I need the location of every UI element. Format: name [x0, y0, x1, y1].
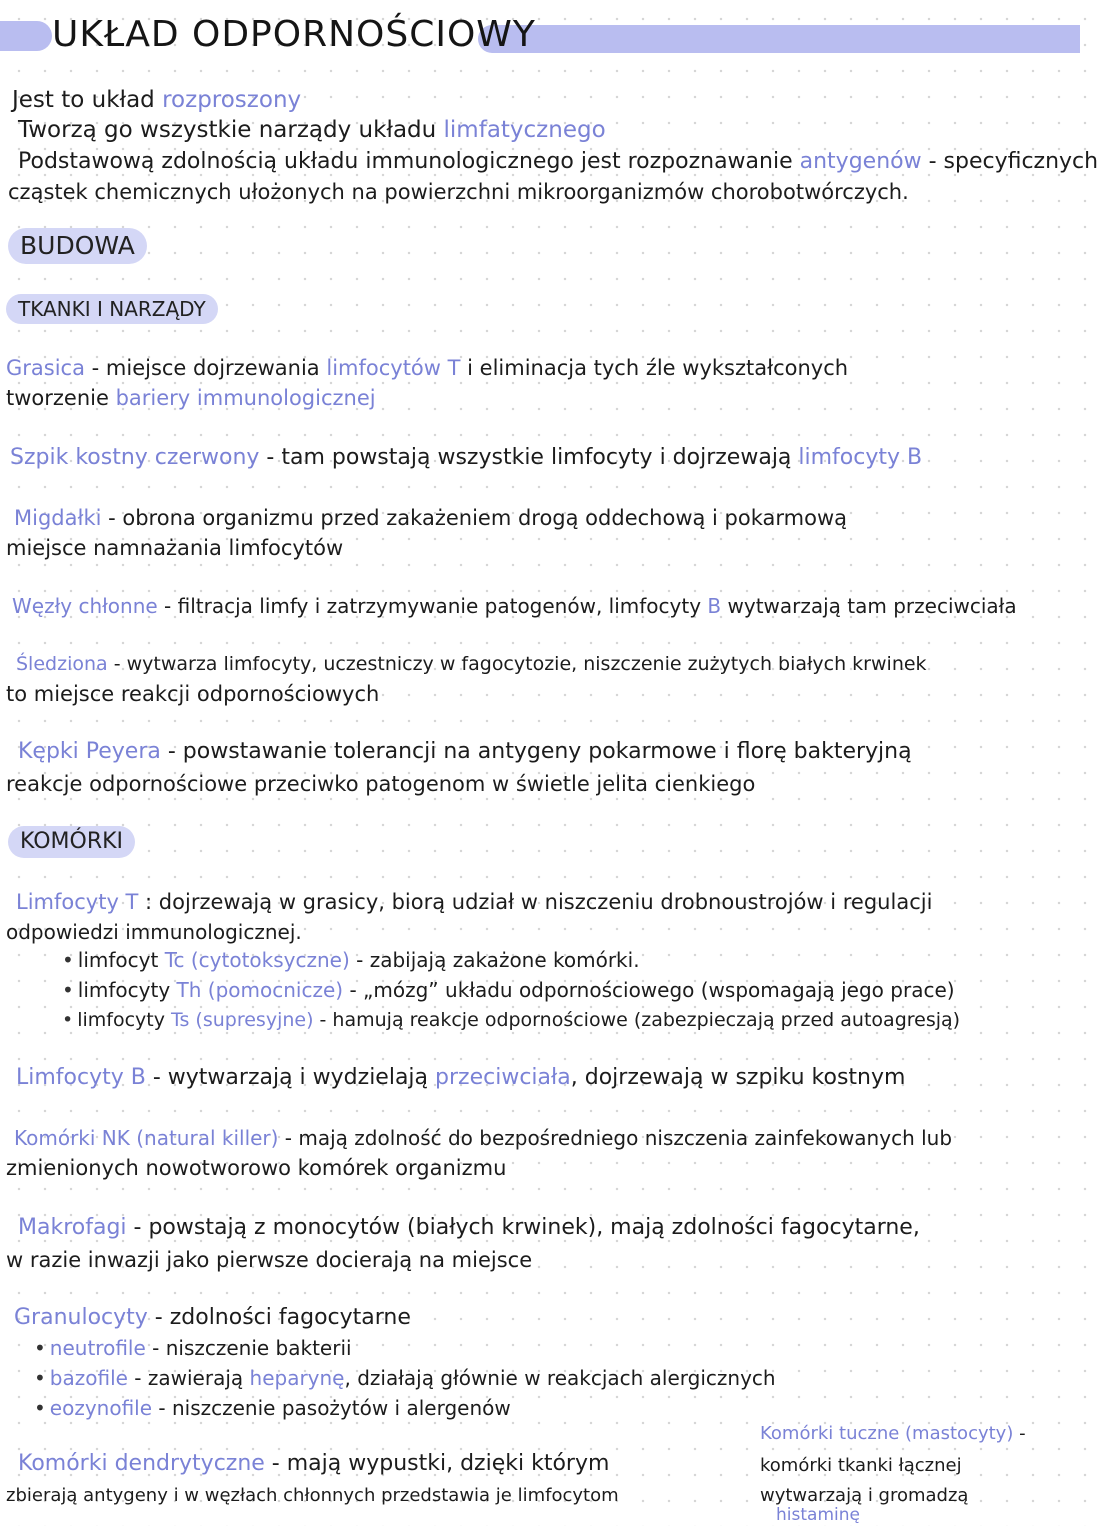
cell-neutrofile: • neutrofile - niszczenie bakterii	[34, 1334, 352, 1362]
section-header-budowa: BUDOWA	[8, 228, 147, 264]
organ-sledziona: Śledziona - wytwarza limfocyty, uczestniczy w fagocytozie, niszczenie zużytych białych krwinek	[16, 653, 927, 675]
intro-line-4: cząstek chemicznych ułożonych na powierzchni mikroorganizmów chorobotwórczych.	[8, 180, 909, 204]
organ-migdalki: Migdałki - obrona organizmu przed zakażeniem drogą oddechową i pokarmową	[14, 506, 847, 530]
cell-tuczne-line-4: histaminę	[776, 1505, 860, 1525]
cell-dendrytyczne: Komórki dendrytyczne - mają wypustki, dzięki którym	[18, 1451, 610, 1476]
cell-limfocyty-t: Limfocyty T : dojrzewają w grasicy, biorą udział w niszczeniu drobnoustrojów i regulacji	[16, 890, 933, 914]
page-title: UKŁAD ODPORNOŚCIOWY	[52, 14, 536, 55]
cell-eozynofile: • eozynofile - niszczenie pasożytów i alergenów	[34, 1394, 511, 1422]
cell-nk: Komórki NK (natural killer) - mają zdolność do bezpośredniego niszczenia zainfekowanych lub	[14, 1126, 953, 1150]
cell-makrofagi: Makrofagi - powstają z monocytów (białych krwinek), mają zdolności fagocytarne,	[18, 1215, 920, 1240]
cell-tuczne: Komórki tuczne (mastocyty) -	[760, 1423, 1026, 1444]
cell-limfocyty-th: • limfocyty Th (pomocnicze) - „mózg” układu odpornościowego (wspomagają jego prace)	[62, 976, 955, 1004]
organ-kepki: Kępki Peyera - powstawanie tolerancji na antygeny pokarmowe i florę bakteryjną	[18, 739, 912, 764]
organ-migdalki-line-2: miejsce namnażania limfocytów	[6, 536, 344, 560]
title-highlight-left	[0, 21, 52, 51]
organ-sledziona-line-2: to miejsce reakcji odpornościowych	[6, 682, 380, 706]
organ-kepki-line-2: reakcje odpornościowe przeciwko patogenom w świetle jelita cienkiego	[6, 772, 756, 796]
cell-makrofagi-line-2: w razie inwazji jako pierwsze docierają na miejsce	[6, 1248, 533, 1272]
section-header-komorki: KOMÓRKI	[8, 826, 135, 858]
cell-granulocyty: Granulocyty - zdolności fagocytarne	[14, 1305, 411, 1330]
organ-szpik: Szpik kostny czerwony - tam powstają wszystkie limfocyty i dojrzewają limfocyty B	[10, 445, 923, 470]
section-header-tkanki: TKANKI I NARZĄDY	[6, 294, 218, 324]
cell-bazofile: • bazofile - zawierają heparynę, działają głównie w reakcjach alergicznych	[34, 1364, 776, 1392]
cell-tuczne-line-3: wytwarzają i gromadzą	[760, 1485, 969, 1506]
intro-line-3: Podstawową zdolnością układu immunologicznego jest rozpoznawanie antygenów - specyficznych	[18, 149, 1098, 174]
cell-limfocyty-b: Limfocyty B - wytwarzają i wydzielają przeciwciała, dojrzewają w szpiku kostnym	[16, 1065, 906, 1090]
cell-nk-line-2: zmienionych nowotworowo komórek organizmu	[6, 1156, 507, 1180]
organ-wezly: Węzły chłonne - filtracja limfy i zatrzymywanie patogenów, limfocyty B wytwarzają tam przeciwciała	[12, 594, 1017, 618]
cell-limfocyty-t-line-2: odpowiedzi immunologicznej.	[6, 920, 302, 944]
intro-line-1: Jest to układ rozproszony	[12, 87, 302, 113]
organ-grasica: Grasica - miejsce dojrzewania limfocytów T i eliminacja tych źle wykształconych	[6, 356, 849, 380]
cell-limfocyty-tc: • limfocyt Tc (cytotoksyczne) - zabijają zakażone komórki.	[62, 946, 640, 974]
title-highlight-right	[478, 25, 1080, 53]
cell-dendrytyczne-line-2: zbierają antygeny i w węzłach chłonnych przedstawia je limfocytom	[6, 1485, 619, 1506]
organ-grasica-line-2: tworzenie bariery immunologicznej	[6, 386, 376, 410]
cell-tuczne-line-2: komórki tkanki łącznej	[760, 1455, 962, 1476]
intro-line-2: Tworzą go wszystkie narządy układu limfatycznego	[18, 117, 606, 143]
cell-limfocyty-ts: • limfocyty Ts (supresyjne) - hamują reakcje odpornościowe (zabezpieczają przed autoagresją)	[62, 1006, 960, 1034]
